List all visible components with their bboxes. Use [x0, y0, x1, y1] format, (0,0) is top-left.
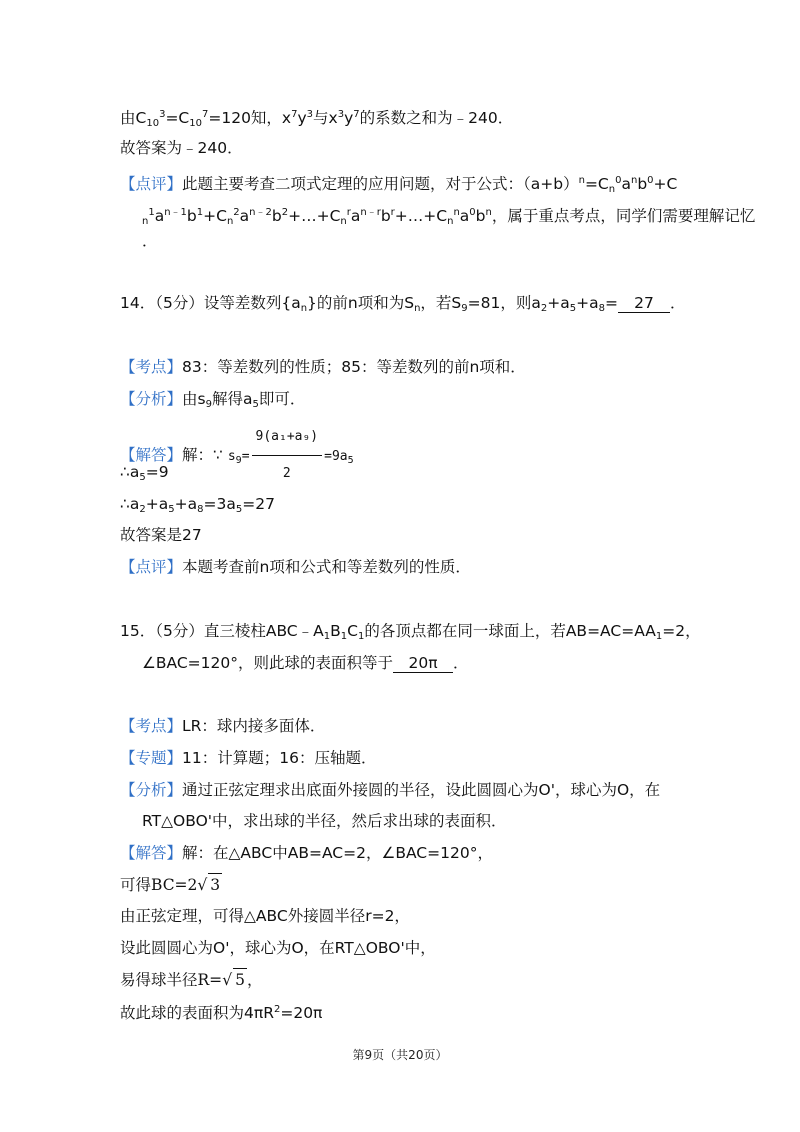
q14-answer-line: 故答案是27 — [120, 526, 202, 544]
q15-stem-line1: 15．（5分）直三棱柱$ABC﹣A_1B_1C_1$的各顶点都在同一球面上，若$AB=AC=AA_1=2$， — [120, 622, 701, 642]
q14-fenxi: 【分析】由$s_9$解得$a_5$即可． — [120, 390, 306, 410]
q14-sum-line: $\therefore a_2+a_5+a_8=3a_5=27$ — [120, 495, 275, 515]
q15-fenxi-line2: RT△OBO'中，求出球的半径，然后求出球的表面积． — [142, 812, 507, 830]
q15-r-line: 由正弦定理，可得△ABC外接圆半径r=2， — [120, 907, 410, 925]
q13-comment-line1: 【点评】此题主要考查二项式定理的应用问题，对于公式：$(a+b)^n=C_n^0a^nb^0+C$ — [120, 175, 678, 195]
q14-pingping: 【点评】本题考查前n项和公式和等差数列的性质． — [120, 558, 471, 576]
q15-fenxi-line1: 【分析】通过正弦定理求出底面外接圆的半径，设此圆圆心为O'，球心为O，在 — [120, 781, 661, 799]
q13-comment-line2: $_n^1a^{n﹣1}b^1+C_n^2a^{n﹣2}b^2+\dots+C_n^ra^{n﹣r}b^r+\dots+C_n^na^0b^n$，属于重点考点，同学们需要理解记忆 — [142, 207, 756, 227]
q14-stem: 14．（5分）设等差数列$\{a_n\}$的前n项和为$S_n$，若$S_9=81$，则$a_2+a_5+a_8= 27$ ． — [120, 294, 686, 314]
q15-bc-line: 可得BC=2√ 3 — [120, 873, 222, 896]
q15-jieda: 【解答】解：在△ABC中AB=AC=2，∠BAC=120°， — [120, 844, 493, 862]
q15-stem-line2: ∠BAC=120°，则此球的表面积等于 20π ． — [142, 654, 469, 672]
q13-line1: 由$C_{10}^3=C_{10}^7=120$知，$x^7y^3$与$x^3y^7$的系数之和为﹣240． — [120, 109, 514, 129]
q15-kaodian: 【考点】LR：球内接多面体． — [120, 717, 326, 735]
page-footer: 第9页（共20页） — [352, 1048, 448, 1062]
q15-R-line: 易得球半径R=√ 5 ， — [120, 968, 262, 991]
q13-answer-line: 故答案为﹣240． — [120, 139, 243, 157]
sum-formula-fraction: $\frac{\text{9(a₁+a₉)}}{2}$ — [252, 420, 323, 491]
q15-zhuanti: 【专题】11：计算题；16：压轴题． — [120, 749, 377, 767]
q14-kaodian: 【考点】83：等差数列的性质；85：等差数列的前n项和． — [120, 358, 526, 376]
q15-area-line: 故此球的表面积为$4\pi R^2=20\pi$ — [120, 1004, 323, 1022]
q14-a5-line: $\therefore a_5=9$ — [120, 463, 169, 483]
q15-center-line: 设此圆圆心为O'，球心为O，在RT△OBO'中， — [120, 939, 436, 957]
q13-comment-line3: ． — [142, 232, 158, 250]
q14-answer-blank: 27 — [618, 294, 670, 313]
q15-answer-blank: 20π — [393, 654, 453, 673]
comment-tag: 【点评】 — [120, 175, 183, 193]
q14-jieda: 【解答】解：∵ $s_9=$ $\frac{\text{9(a₁+a₉)}}{2}$ $=9a_5$ — [120, 420, 354, 491]
